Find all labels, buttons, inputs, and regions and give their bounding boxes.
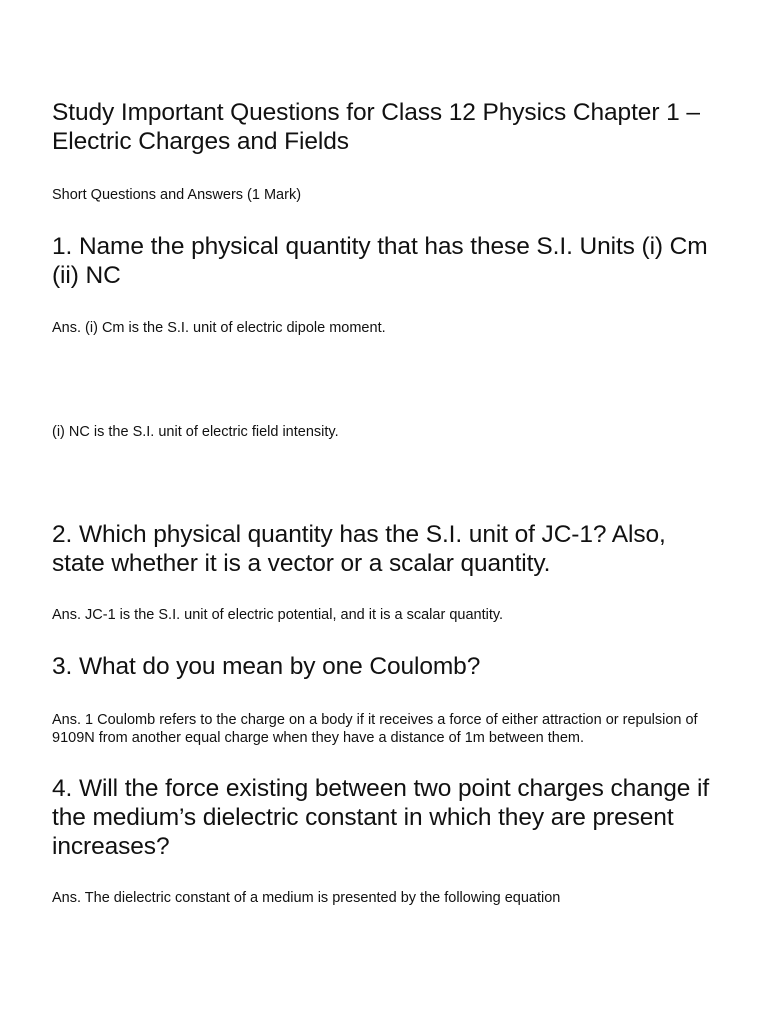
document-page	[52, 0, 722, 1024]
question-2: 2. Which physical quantity has the S.I. unit of JC-1? Also, state whether it is a vector or a scalar quantity.	[52, 521, 666, 577]
answer-2: Ans. JC-1 is the S.I. unit of electric potential, and it is a scalar quantity.	[52, 607, 504, 623]
answer-1-part-2: (i) NC is the S.I. unit of electric field intensity.	[52, 424, 339, 440]
answer-3: Ans. 1 Coulomb refers to the charge on a body if it receives a force of either attraction or repulsion of 9109N from another equal charge when they have a distance of 1m between them.	[52, 712, 698, 746]
page-title: Study Important Questions for Class 12 Physics Chapter 1 – Electric Charges and Fields	[52, 99, 700, 155]
answer-1-part-1: Ans. (i) Cm is the S.I. unit of electric dipole moment.	[52, 320, 386, 336]
question-3: 3. What do you mean by one Coulomb?	[52, 653, 481, 680]
answer-4: Ans. The dielectric constant of a medium is presented by the following equation	[52, 890, 561, 906]
question-4: 4. Will the force existing between two point charges change if the medium’s dielectric constant in which they are present increases?	[52, 775, 710, 860]
question-1: 1. Name the physical quantity that has these S.I. Units (i) Cm (ii) NC	[52, 233, 708, 289]
section-label: Short Questions and Answers (1 Mark)	[52, 187, 302, 203]
